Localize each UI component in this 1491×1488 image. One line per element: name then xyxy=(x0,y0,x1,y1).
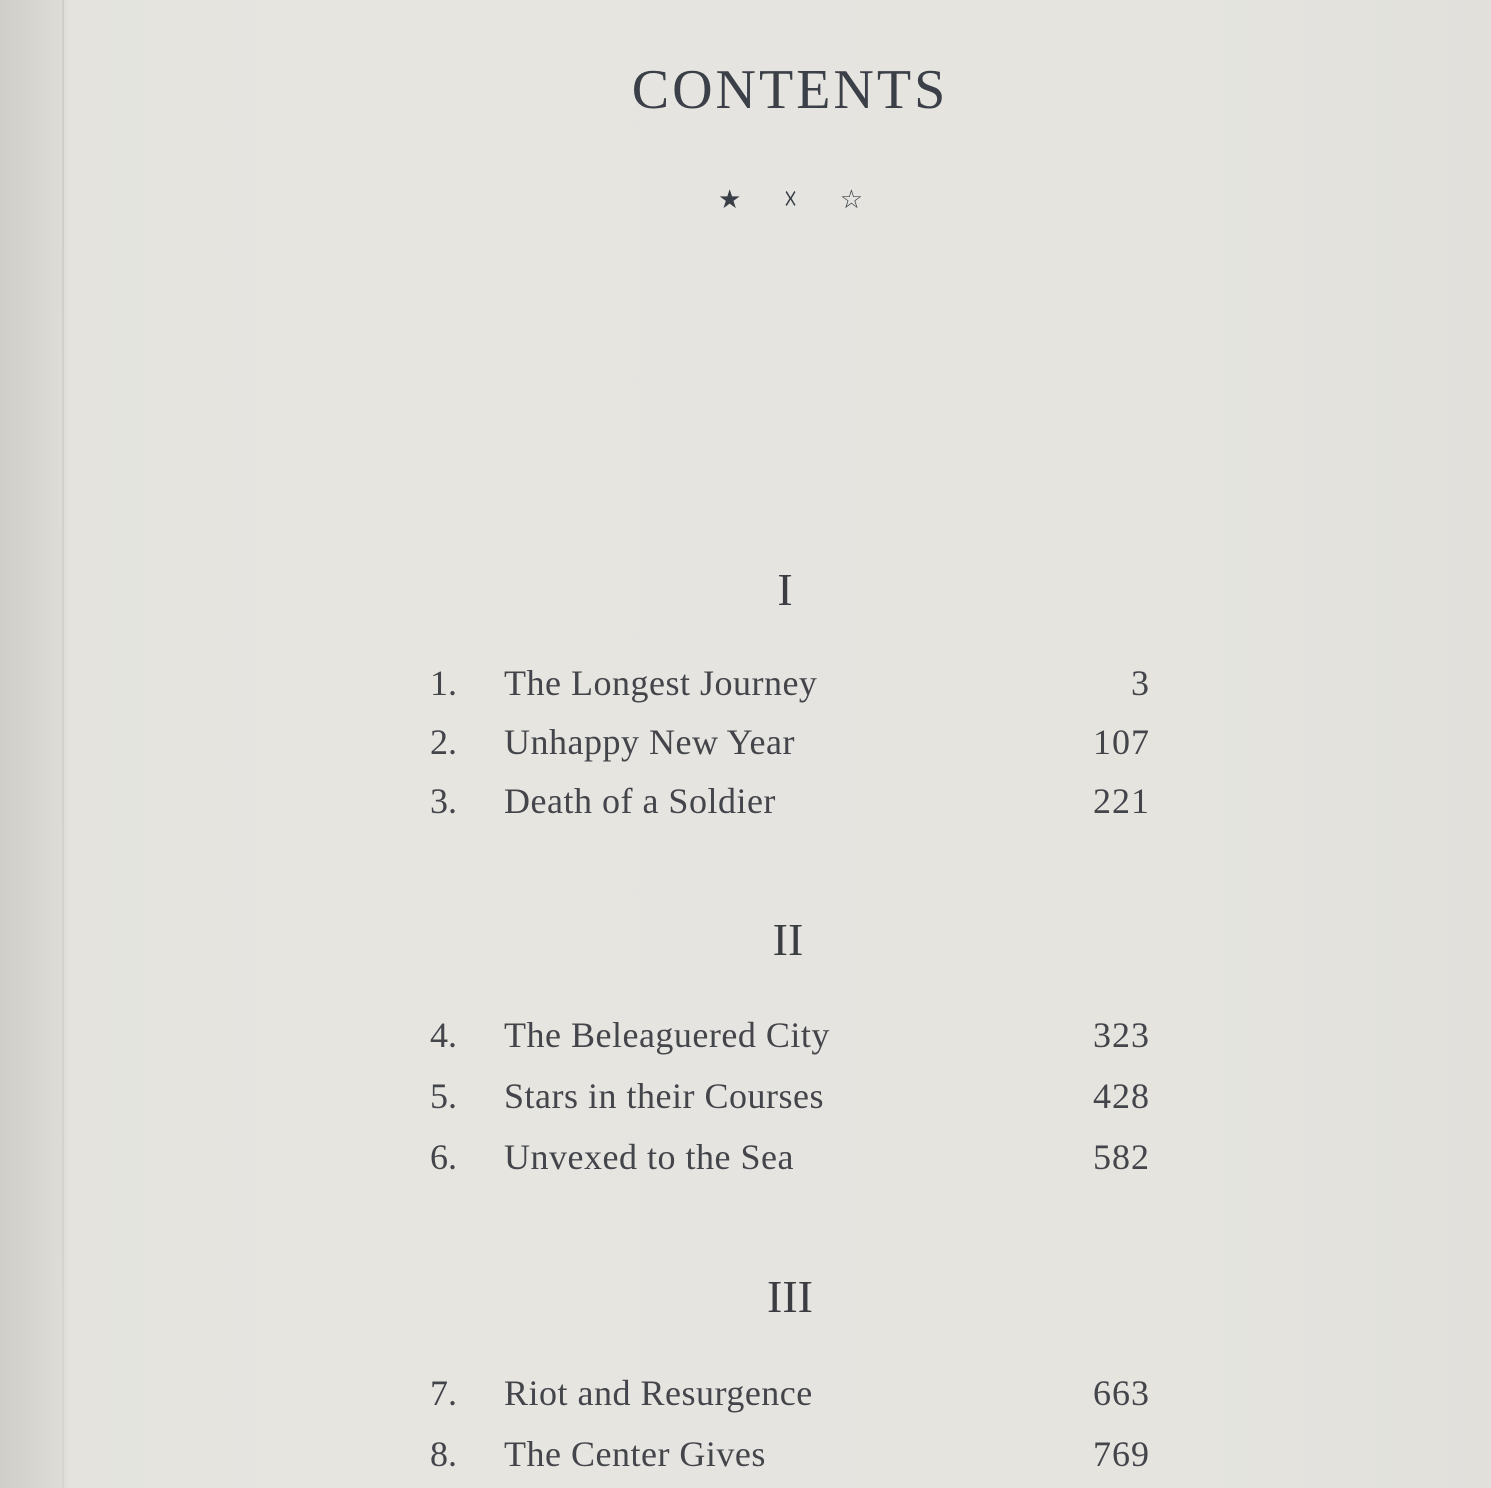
chapter-number: 5. xyxy=(430,1076,457,1116)
chapter-title: Riot and Resurgence xyxy=(504,1373,813,1413)
filled-star-icon: ★ xyxy=(718,185,742,214)
part-heading: I xyxy=(777,564,793,615)
toc-entry[interactable] xyxy=(430,1014,1150,1064)
chapter-page: 3 xyxy=(1131,663,1150,703)
chapter-page: 769 xyxy=(1093,1434,1150,1474)
chapter-title: Unhappy New Year xyxy=(504,722,795,762)
crossed-swords-icon: ☓ xyxy=(783,185,798,214)
contents-title: CONTENTS xyxy=(631,59,949,121)
chapter-page: 428 xyxy=(1093,1076,1150,1116)
page-gutter xyxy=(62,0,64,1488)
chapter-number: 2. xyxy=(430,722,457,762)
toc-entry[interactable] xyxy=(430,1136,1150,1186)
ornament xyxy=(718,182,863,218)
toc-entry[interactable] xyxy=(430,1075,1150,1125)
chapter-title: Stars in their Courses xyxy=(504,1076,824,1116)
chapter-number: 7. xyxy=(430,1373,457,1413)
chapter-page: 323 xyxy=(1093,1015,1150,1055)
toc-entry[interactable] xyxy=(430,1372,1150,1422)
outline-star-icon: ☆ xyxy=(839,185,863,214)
chapter-title: Death of a Soldier xyxy=(504,781,776,821)
chapter-title: The Center Gives xyxy=(504,1434,766,1474)
chapter-page: 663 xyxy=(1093,1373,1150,1413)
chapter-page: 582 xyxy=(1093,1137,1150,1177)
part-heading: II xyxy=(772,914,804,965)
toc-entry[interactable] xyxy=(430,662,1150,712)
chapter-page: 107 xyxy=(1093,722,1150,762)
chapter-number: 6. xyxy=(430,1137,457,1177)
chapter-number: 8. xyxy=(430,1434,457,1474)
toc-entry[interactable] xyxy=(430,780,1150,830)
chapter-number: 1. xyxy=(430,663,457,703)
chapter-number: 3. xyxy=(430,781,457,821)
chapter-title: The Beleaguered City xyxy=(504,1015,830,1055)
toc-entry[interactable] xyxy=(430,1433,1150,1483)
chapter-number: 4. xyxy=(430,1015,457,1055)
chapter-page: 221 xyxy=(1093,781,1150,821)
toc-entry[interactable] xyxy=(430,721,1150,771)
part-heading: III xyxy=(767,1271,813,1322)
chapter-title: Unvexed to the Sea xyxy=(504,1137,794,1177)
chapter-title: The Longest Journey xyxy=(504,663,818,703)
